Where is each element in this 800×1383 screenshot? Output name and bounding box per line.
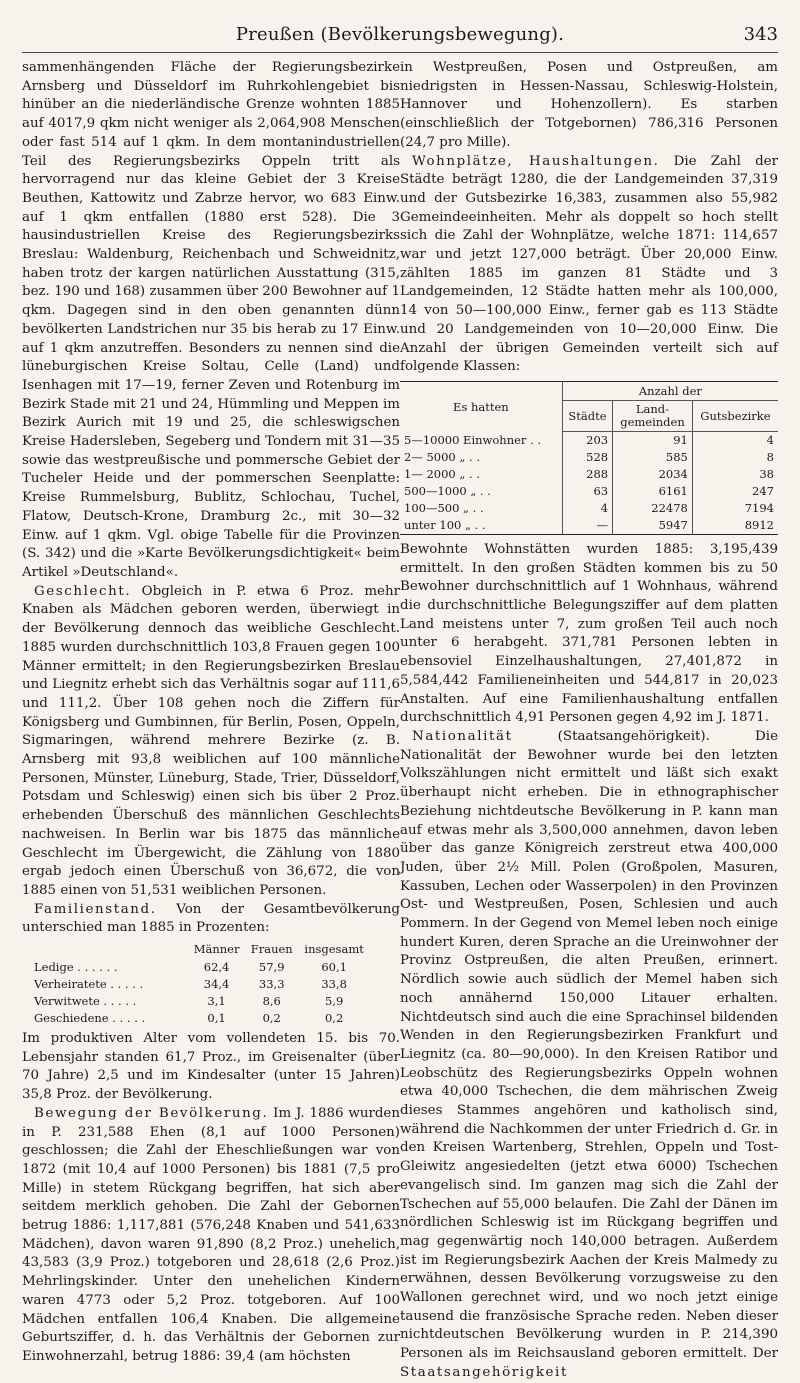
section-head-bewegung: Bewegung der Bevölkerung.: [34, 1105, 269, 1121]
right-paragraph-wohnstaetten: Bewohnte Wohnstätten wurden 1885: 3,195,439 ermittelt. In den großen Städten kommen bis zu 50 Bewohner durchschnittlich auf 1 Wohnhaus, während die durchschnittliche Belegungsziffer auf dem platten Land meistens unter 7, zum großen Teil auch noch unter 6 herabgeht. 371,781 Personen lebten in ebensoviel Einzelhaushaltungen, 27,401,872 in 5,584,442 Familieneinheiten und 544,817 in 20,023 Anstalten. Auf eine Familienhaushaltung entfallen durchschnittlich 4,91 Personen gegen 4,92 im J. 1871.: [400, 541, 778, 726]
running-title: Preußen (Bevölkerungsbewegung).: [235, 24, 565, 45]
right-paragraph-nationalitaet-text: (Staatsangehörigkeit). Die Nationalität der Bewohner wurde bei den letzten Volkszählungen nicht ermittelt und läßt sich exakt überhaupt nicht erheben. Die in ethnographischer Beziehung nichtdeutsche Bevölkerung in P. kann man auf etwas mehr als 3,500,000 annehmen, davon leben über das ganze Königreich zerstreut etwa 400,000 Juden, über 2½ Mill. Polen (Großpolen, Masuren, Kassuben, Lechen oder Wasserpolen) in den Provinzen Ost- und Westpreußen, Posen, Schlesien und auch Pommern. In der Gegend von Memel leben noch einige hundert Kuren, deren Sprache an die Ureinwohner der Provinz Ostpreußen, die alten Preußen, erinnert. Nördlich sowie auch südlich der Memel haben sich noch annähernd 150,000 Litauer erhalten. Nichtdeutsch sind auch die eine Sprachinsel bildenden Wenden in den Regierungsbezirken Frankfurt und Liegnitz (ca. 80—90,000). In den Kreisen Ratibor und Leobschütz des Regierungsbezirks Oppeln wohnen etwa 40,000 Tschechen, die dem mährischen Zweig dieses Stammes angehören und katholisch sind, während die Nachkommen der unter Friedrich d. Gr. in den Kreisen Wartenberg, Strehlen, Oppeln und Tost-Gleiwitz angesiedelten (jetzt etwa 6000) Tschechen evangelisch sind. Im ganzen mag sich die Zahl der Tschechen auf 55,000 belaufen. Die Zahl der Dänen im nördlichen Schleswig ist im Rückgang begriffen und mag gegenwärtig noch 140,000 betragen. Außerdem ist im Regierungsbezirk Aachen der Kreis Malmedy zu erwähnen, dessen Bevölkerung vorzugsweise zu den Wallonen gerechnet wird, und wo noch jetzt einige tausend die französische Sprache reden. Neben dieser nichtdeutschen Bevölkerung wurden in P. 214,390 Personen als im Reichsausland geboren ermittelt. Der: [400, 728, 778, 1362]
family-status-table: [30, 940, 370, 1026]
table-row: [30, 958, 370, 975]
table-cell: 3,1: [207, 993, 226, 1008]
table-row: [400, 431, 778, 449]
right-paragraph-nationalitaet: [400, 728, 778, 1383]
column-header: Gutsbezirke: [692, 400, 778, 431]
left-paragraph-1: sammenhängenden Fläche der Regierungsbezirke Arnsberg und Düsseldorf im Ruhrkohlengebiet bis hinüber an die niederländische Grenze wohnten 1885 auf 4017,9 qkm nicht weniger als 2,064,908 Menschen oder fast 514 auf 1 qkm. In dem montanindustriellen Teil des Regierungsbezirks Oppeln tritt als hervorragend nur das kleine Gebiet der 3 Kreise Beuthen, Kattowitz und Zabrze hervor, wo 683 Einw. auf 1 qkm entfallen (1880 erst 528). Die 3 hausindustriellen Kreise des Regierungsbezirks Breslau: Waldenburg, Reichenbach und Schweidnitz, haben trotz der kargen natürlichen Ausstattung (315, bez. 190 und 168) zusammen über 200 Bewohner auf 1 qkm. Dagegen sind in den oben genannten dünn bevölkerten Landstrichen nur 35 bis herab zu 17 Einw. auf 1 qkm anzutreffen. Besonders zu nennen sind die lüneburgischen Kreise Soltau, Celle (Land) und Isenhagen mit 17—19, ferner Zeven und Rotenburg im Bezirk Stade mit 21 und 24, Hümmling und Meppen im Bezirk Aurich mit 19 und 25, die schleswigschen Kreise Hadersleben, Segeberg und Tondern mit 31—35 sowie das westpreußische und pommersche Gebiet der Tucheler Heide und der pommerschen Seenplatte: Kreise Rummelsburg, Bublitz, Schlochau, Tuchel, Flatow, Deutsch-Krone, Dramburg 2c., mit 30—32 Einw. auf 1 qkm. Vgl. obige Tabelle für die Provinzen (S. 342) und die »Karte Bevölkerungsdichtigkeit« beim Artikel »Deutschland«.: [22, 60, 400, 580]
table-row: [400, 483, 778, 500]
row-label: 5—10000 Einwohner . .: [404, 433, 542, 448]
table-cell: 6161: [613, 483, 693, 500]
right-paragraph-wohnplaetze-text: Die Zahl der Städte beträgt 1280, die der Landgemeinden 37,319 und der Gutsbezirke 16,383, zusammen also 55,982 Gemeindeeinheiten. Mehr als doppelt so hoch stellt sich die Zahl der Wohnplätze, welche 1871: 114,657 war und jetzt 127,000 beträgt. Über 20,000 Einw. zählten 1885 im ganzen 81 Städte und 3 Landgemeinden, 12 Städte hatten mehr als 100,000, 14 von 50—100,000 Einw., ferner gab es 113 Städte und 20 Landgemeinden von 10—20,000 Einw. Die Anzahl der übrigen Gemeinden verteilt sich auf folgende Klassen:: [400, 153, 778, 375]
section-head-nationalitaet: Nationalität: [412, 728, 513, 744]
table-cell: 5947: [613, 517, 693, 535]
table-row: [30, 1009, 370, 1026]
table-cell: 8,6: [262, 993, 281, 1008]
row-label: 500—1000 „ . .: [404, 484, 491, 499]
row-label: Verheiratete . . . . .: [34, 976, 144, 991]
column-header: Männer: [193, 942, 240, 957]
column-header: Frauen: [250, 942, 293, 957]
left-column: [22, 59, 400, 1383]
table-cell: 34,4: [203, 976, 230, 991]
left-paragraph-familienstand-text: Von der Gesamtbevölkerung unterschied man 1885 in Prozenten:: [22, 901, 400, 936]
row-label: 2— 5000 „ . .: [404, 450, 480, 465]
table-cell: 4: [562, 500, 612, 517]
section-head-familienstand: Familienstand.: [34, 901, 157, 917]
table-cell: 33,8: [321, 976, 347, 991]
section-head-wohnplaetze: Wohnplätze, Haushaltungen.: [412, 153, 660, 169]
table-row: [400, 466, 778, 483]
table-row: [30, 975, 370, 992]
table-cell: 288: [562, 466, 612, 483]
table-row: [30, 992, 370, 1009]
group-header: Anzahl der: [562, 381, 778, 400]
table-cell: 60,1: [321, 959, 347, 974]
table-cell: 528: [562, 449, 612, 466]
table-header-row: [30, 940, 370, 958]
row-label: 100—500 „ . .: [404, 501, 484, 516]
table-cell: 22478: [613, 500, 693, 517]
column-header: Land- gemeinden: [613, 400, 693, 431]
two-columns: [22, 59, 778, 1383]
table-cell: 62,4: [203, 959, 230, 974]
right-paragraph-1: in Westpreußen, Posen und Ostpreußen, am niedrigsten in Hessen-Nassau, Schleswig-Holstein, Hannover und Hohenzollern). Es starben (einschließlich der Totgebornen) 786,316 Personen (24,7 pro Mille).: [400, 60, 778, 150]
table-cell: 0,2: [324, 1010, 344, 1025]
left-paragraph-alter: Im produktiven Alter vom vollendeten 15. bis 70. Lebensjahr standen 61,7 Proz., im Greisenalter (über 70 Jahre) 2,5 und im Kindesalter (unter 15 Jahren) 35,8 Proz. der Bevölkerung.: [22, 1031, 400, 1103]
row-label: Geschiedene . . . . .: [34, 1010, 146, 1025]
table-cell: 8: [692, 449, 778, 466]
table-cell: 0,1: [207, 1010, 226, 1025]
table-cell: 38: [692, 466, 778, 483]
table-cell: 57,9: [258, 959, 285, 974]
table-cell: 5,9: [324, 993, 344, 1008]
right-column: [400, 59, 778, 1383]
page-number: 343: [743, 24, 778, 45]
table-cell: 7194: [692, 500, 778, 517]
left-paragraph-geschlecht-text: Obgleich in P. etwa 6 Proz. mehr Knaben als Mädchen geboren werden, überwiegt in der Bevölkerung dennoch das weibliche Geschlecht. 1885 wurden durchschnittlich 103,8 Frauen gegen 100 Männer ermittelt; in den Regierungsbezirken Breslau und Liegnitz erhebt sich das Verhältnis sogar auf 111,6 und 111,2. Über 108 gehen noch die Ziffern für Königsberg und Gumbinnen, für Berlin, Posen, Oppeln, Sigmaringen, während mehrere Bezirke (z. B. Arnsberg mit 93,8 weiblichen auf 100 männliche Personen, Münster, Lüneburg, Stade, Trier, Düsseldorf, Potsdam und Schleswig) einen sich bis über 2 Proz. erhebenden Überschuß des männlichen Geschlechts nachweisen. In Berlin war bis 1875 das männliche Geschlecht im Übergewicht, die Zählung von 1880 ergab jedoch einen Überschuß von 36,672, die von 1885 einen von 51,531 weiblichen Personen.: [22, 583, 400, 898]
table-cell: 91: [613, 431, 693, 449]
row-label: Verwitwete . . . . .: [34, 993, 137, 1008]
table-cell: 4: [692, 431, 778, 449]
section-head-geschlecht: Geschlecht.: [34, 583, 132, 599]
right-paragraph-wohnplaetze: [400, 153, 778, 377]
staatsangehoerigkeit-term: Staatsangehörigkeit: [400, 1364, 568, 1380]
table-corner: [30, 940, 188, 958]
table-cell: 585: [613, 449, 693, 466]
table-cell: 63: [562, 483, 612, 500]
table-header-row: [400, 381, 778, 400]
left-paragraph-geschlecht: [22, 583, 400, 901]
table-cell: 0,2: [262, 1010, 281, 1025]
column-header: insgesamt: [304, 942, 364, 957]
left-paragraph-bewegung: [22, 1105, 400, 1367]
left-paragraph-familienstand: [22, 901, 400, 938]
table-cell: 2034: [613, 466, 693, 483]
table-row: [400, 517, 778, 535]
municipality-classes-table: [400, 381, 778, 535]
table-cell: 203: [562, 431, 612, 449]
row-label: Ledige . . . . . .: [34, 959, 118, 974]
running-head: [22, 22, 778, 53]
table-cell: 247: [692, 483, 778, 500]
table-cell: —: [562, 517, 612, 535]
column-header: Städte: [562, 400, 612, 431]
table-row: [400, 449, 778, 466]
row-label: unter 100 „ . .: [404, 518, 486, 533]
table-corner: Es hatten: [453, 399, 509, 414]
table-cell: 8912: [692, 517, 778, 535]
left-paragraph-bewegung-text: Im J. 1886 wurden in P. 231,588 Ehen (8,1 auf 1000 Personen) geschlossen; die Zahl der Eheschließungen war von 1872 (mit 10,4 auf 1000 Personen) bis 1881 (7,5 pro Mille) in stetem Rückgang begriffen, hat sich aber seitdem merklich gehoben. Die Zahl der Gebornen betrug 1886: 1,117,881 (576,248 Knaben und 541,633 Mädchen), davon waren 91,890 (8,2 Proz.) unehelich, 43,583 (3,9 Proz.) totgeboren und 28,618 (2,6 Proz.) Mehrlingskinder. Unter den unehelichen Kindern waren 4773 oder 5,2 Proz. totgeboren. Auf 100 Mädchen entfallen 106,4 Knaben. Die allgemeine Geburtsziffer, d. h. das Verhältnis der Gebornen zur Einwohnerzahl, betrug 1886: 39,4 (am höchsten: [22, 1105, 400, 1364]
table-row: [400, 500, 778, 517]
table-cell: 33,3: [258, 976, 285, 991]
row-label: 1— 2000 „ . .: [404, 467, 480, 482]
